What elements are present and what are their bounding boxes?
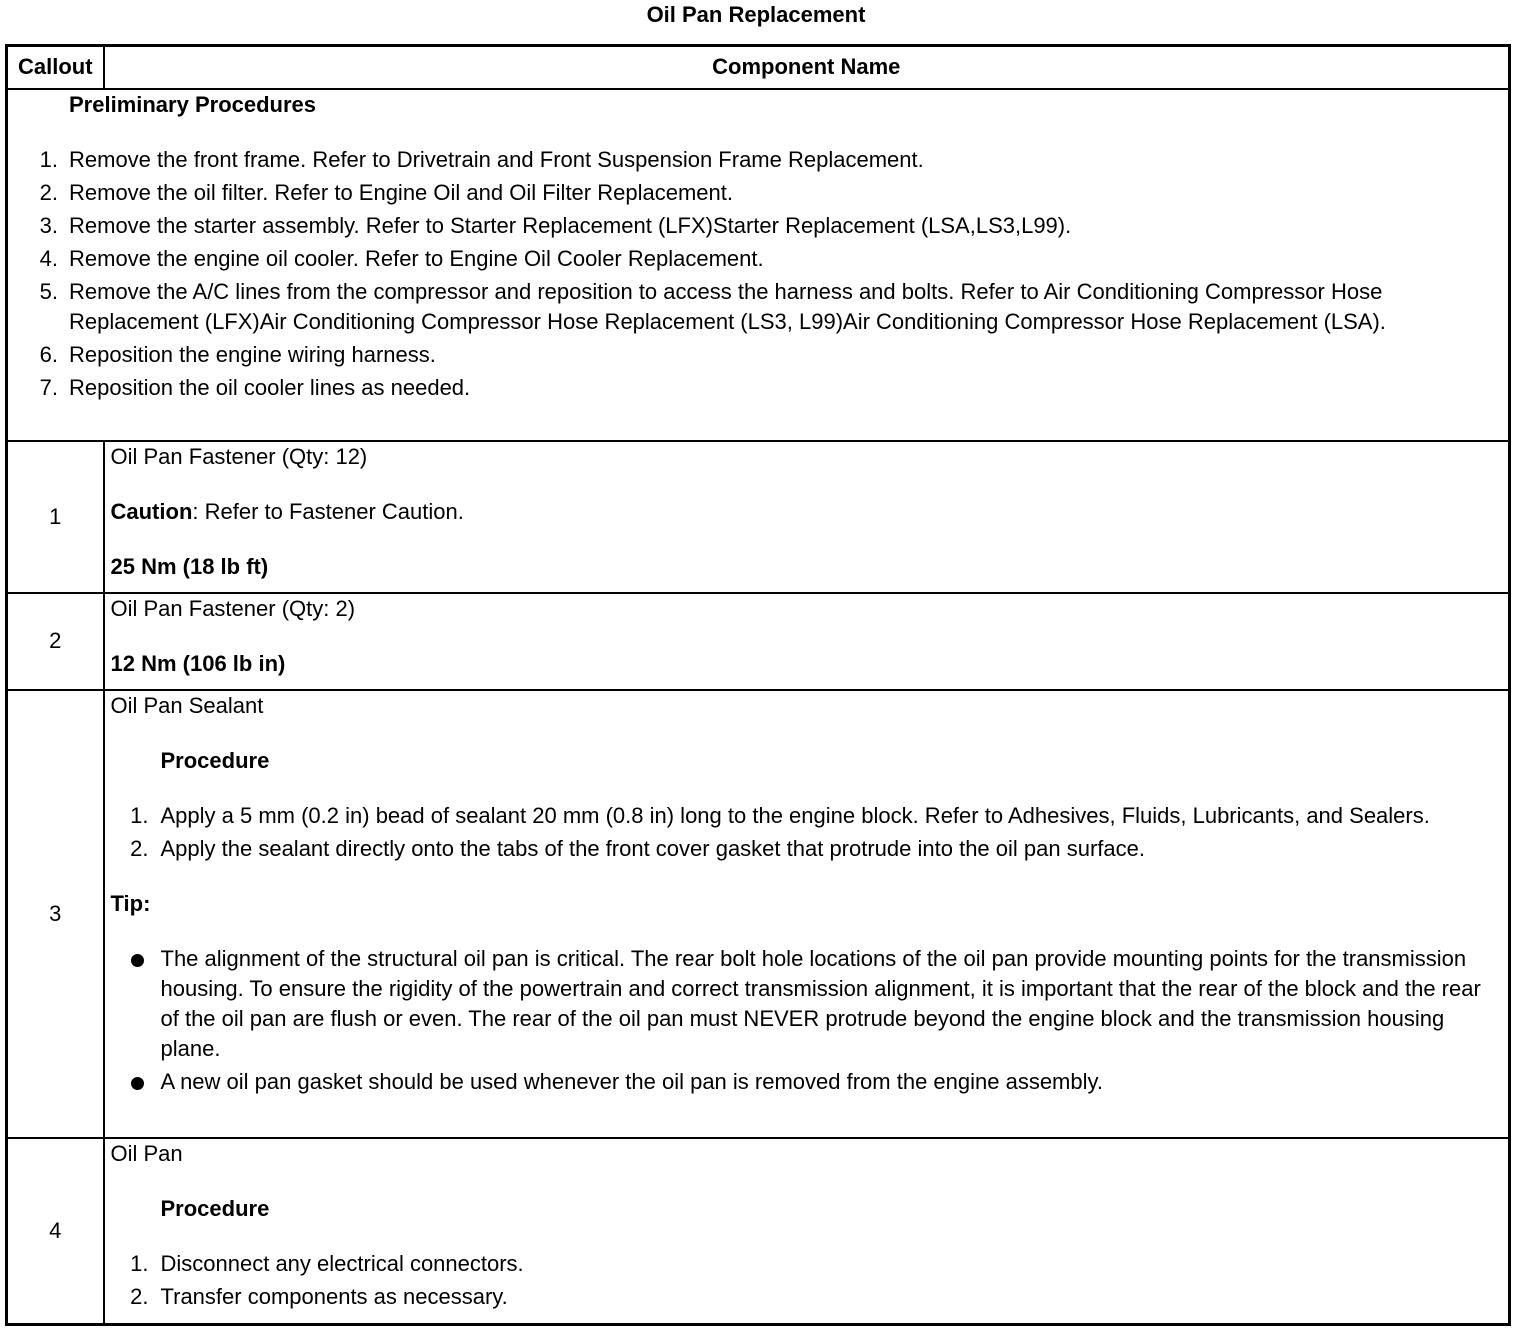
list-item: [14, 340, 1502, 370]
step-text: Remove the front frame. Refer to Drivetrain and Front Suspension Frame Replacement.: [69, 146, 924, 172]
preliminary-procedures-cell: [7, 89, 1510, 441]
step-number: 2.: [39, 179, 58, 205]
step-number: 2.: [130, 835, 149, 861]
list-item: [111, 1282, 1503, 1312]
step-text: Remove the starter assembly. Refer to Starter Replacement (LFX)Starter Replacement (LSA,LS3,L99).: [69, 212, 1072, 238]
list-item: [14, 178, 1502, 208]
step-text: Transfer components as necessary.: [160, 1284, 508, 1310]
tip-text: A new oil pan gasket should be used whenever the oil pan is removed from the engine assembly.: [160, 1068, 1103, 1094]
step-text: Reposition the oil cooler lines as needed.: [69, 374, 471, 400]
tip-list: [111, 944, 1503, 1097]
callout-cell: 4: [7, 1138, 104, 1324]
preliminary-procedures-heading: Preliminary Procedures: [69, 91, 317, 117]
step-text: Remove the engine oil cooler. Refer to Engine Oil Cooler Replacement.: [69, 245, 764, 271]
list-item: [14, 373, 1502, 403]
component-name: Oil Pan Sealant: [110, 692, 264, 718]
list-item: [14, 277, 1502, 337]
caution-label: Caution: [110, 498, 193, 524]
table-row: [7, 593, 1510, 690]
document-title: Oil Pan Replacement: [646, 2, 866, 27]
step-text: Disconnect any electrical connectors.: [160, 1251, 524, 1277]
list-item: [111, 834, 1503, 864]
step-text: Reposition the engine wiring harness.: [69, 341, 436, 367]
caution-text: : Refer to Fastener Caution.: [192, 498, 464, 524]
callout-cell: 3: [7, 690, 104, 1138]
step-number: 1.: [130, 802, 149, 828]
preliminary-procedures-row: [7, 89, 1510, 441]
bullet-icon: [111, 944, 161, 1064]
component-name-header: Component Name: [104, 46, 1510, 89]
callout-cell: 1: [7, 441, 104, 593]
procedure-heading: Procedure: [160, 747, 270, 773]
list-item: [111, 944, 1503, 1064]
component-cell: [104, 1138, 1510, 1324]
torque-spec: 12 Nm (106 lb in): [110, 650, 286, 676]
step-text: Apply the sealant directly onto the tabs of the front cover gasket that protrude into the oil pan surface.: [160, 835, 1145, 861]
step-number: 7.: [39, 374, 58, 400]
component-name: Oil Pan Fastener (Qty: 12): [110, 443, 368, 469]
list-item: [14, 244, 1502, 274]
step-number: 3.: [39, 212, 58, 238]
step-number: 5.: [39, 278, 58, 304]
step-number: 2.: [130, 1284, 149, 1310]
component-cell: [104, 441, 1510, 593]
procedure-steps-list: [111, 801, 1503, 864]
list-item: [111, 1067, 1503, 1097]
list-item: [111, 801, 1503, 831]
table-row: [7, 1138, 1510, 1324]
step-number: 6.: [39, 341, 58, 367]
callout-header: Callout: [7, 46, 104, 89]
table-row: [7, 441, 1510, 593]
tip-label: Tip:: [110, 890, 151, 916]
callout-cell: 2: [7, 593, 104, 690]
list-item: [111, 1249, 1503, 1279]
torque-spec: 25 Nm (18 lb ft): [110, 553, 269, 579]
caution-note: [111, 497, 1503, 527]
step-number: 1.: [130, 1251, 149, 1277]
list-item: [14, 145, 1502, 175]
procedure-heading: Procedure: [160, 1196, 270, 1222]
component-cell: [104, 690, 1510, 1138]
step-text: Remove the oil filter. Refer to Engine Oil and Oil Filter Replacement.: [69, 179, 733, 205]
bullet-icon: [111, 1067, 161, 1097]
step-text: Remove the A/C lines from the compressor and reposition to access the harness and bolts. Refer to Air Conditioning Compressor Hose Replacement (LFX)Air Conditioning Compressor Hose Replacement (LS3, L99)Air Conditioning Compressor Hose Replacement (LSA).: [69, 278, 1386, 334]
list-item: [14, 211, 1502, 241]
component-name: Oil Pan Fastener (Qty: 2): [110, 595, 356, 621]
table-header-row: [7, 46, 1510, 89]
preliminary-steps-list: [14, 145, 1502, 403]
table-row: [7, 690, 1510, 1138]
component-table: [5, 44, 1511, 1326]
step-number: 4.: [39, 245, 58, 271]
step-text: Apply a 5 mm (0.2 in) bead of sealant 20 mm (0.8 in) long to the engine block. Refer to Adhesives, Fluids, Lubricants, and Sealers.: [160, 802, 1430, 828]
component-cell: [104, 593, 1510, 690]
step-number: 1.: [39, 146, 58, 172]
procedure-steps-list: [111, 1249, 1503, 1312]
component-name: Oil Pan: [110, 1141, 183, 1167]
tip-text: The alignment of the structural oil pan is critical. The rear bolt hole locations of the oil pan provide mounting points for the transmission housing. To ensure the rigidity of the powertrain and correct transmission alignment, it is important that the rear of the block and the rear of the oil pan are flush or even. The rear of the oil pan must NEVER protrude beyond the engine block and the transmission housing plane.: [160, 945, 1481, 1061]
